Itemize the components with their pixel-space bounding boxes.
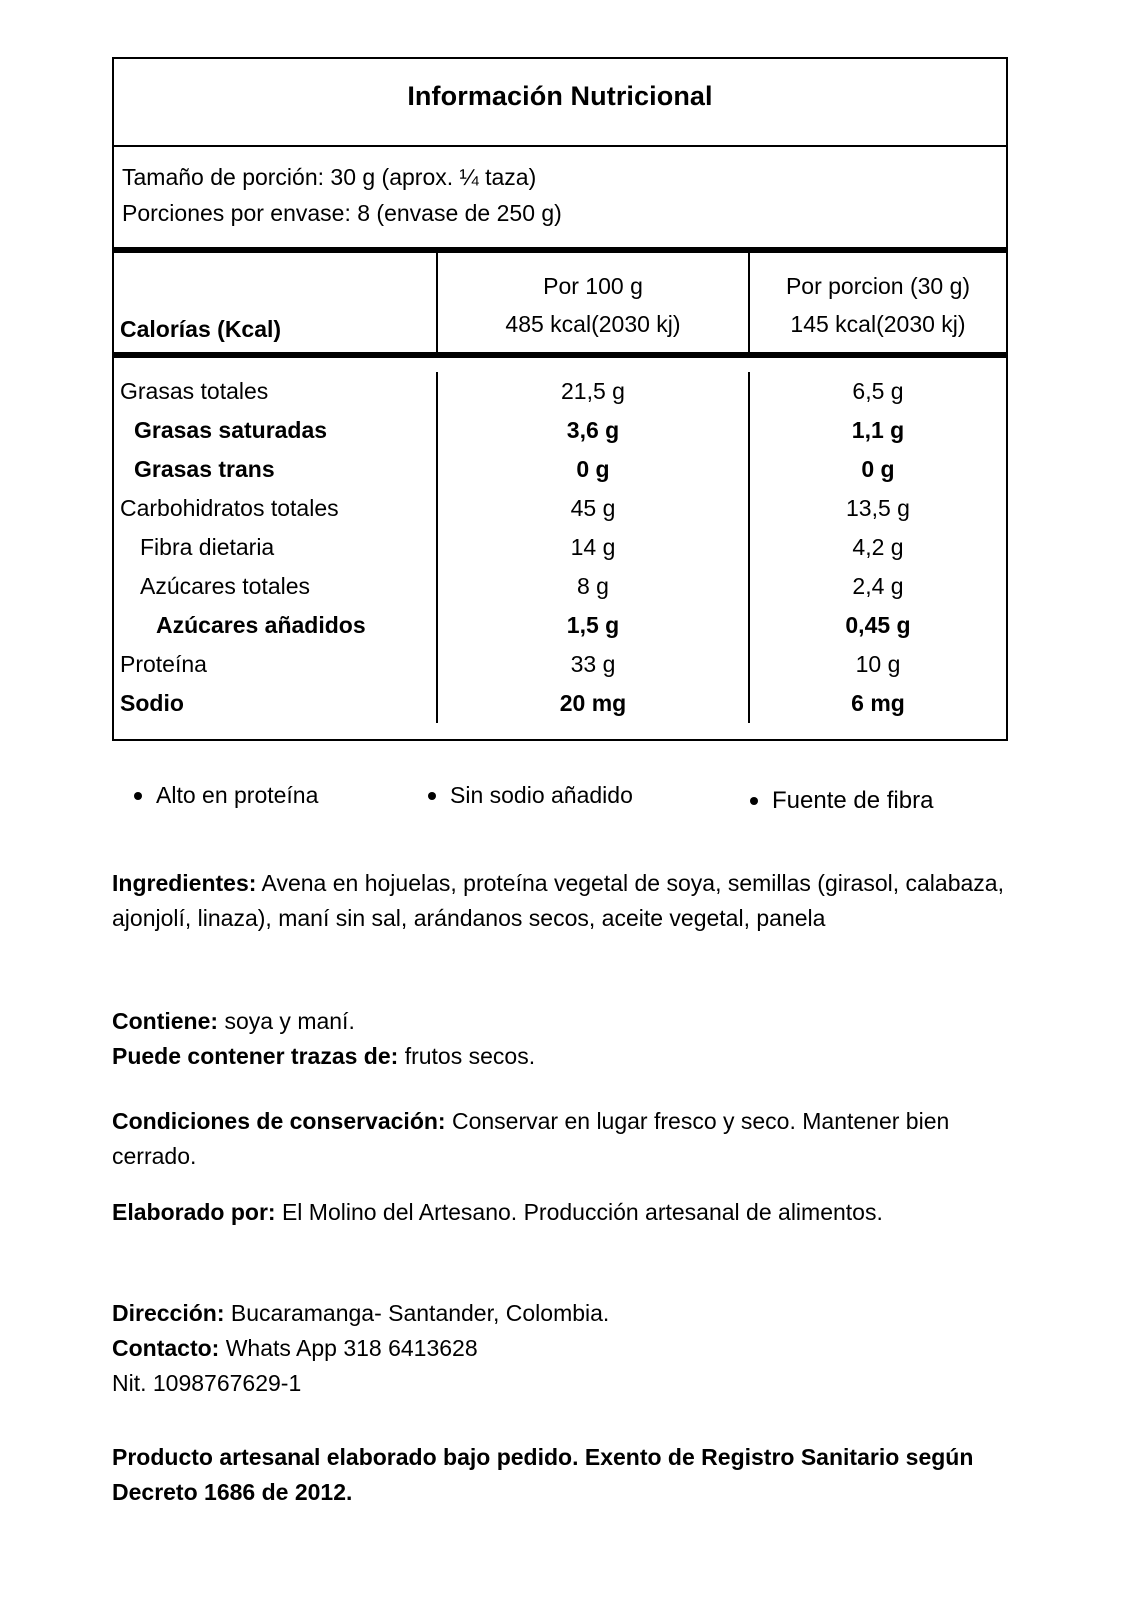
claim-item [750,787,933,815]
table-row [114,645,1006,684]
may-contain-label: Puede contener trazas de: [112,1043,399,1069]
per-100g-column-cell [438,253,750,352]
nutrient-value-per-serving: 6 mg [851,690,905,716]
manufacturer-section [112,1195,1010,1230]
allergens-section [112,1004,1010,1074]
nutrient-name: Azúcares añadidos [114,606,438,645]
may-contain-line [112,1039,1010,1074]
manufacturer-label: Elaborado por: [112,1199,276,1225]
contact-text: Whats App 318 6413628 [219,1335,478,1361]
storage-label: Condiciones de conservación: [112,1108,446,1134]
claim-label: Fuente de fibra [772,787,934,814]
nutrition-facts-table [112,57,1008,741]
claim-label: Alto en proteína [156,782,319,808]
serving-size-line: Tamaño de porción: 30 g (aprox. ¼ taza) [122,164,537,190]
ingredients-section [112,866,1010,936]
may-contain-text: frutos secos. [398,1043,536,1069]
nutrition-title-row [114,59,1006,147]
storage-section [112,1104,1010,1174]
per-serving-column-cell [750,253,1006,352]
servings-per-container-line: Porciones por envase: 8 (envase de 250 g) [122,200,562,226]
serving-information [114,147,1006,253]
claim-label: Sin sodio añadido [450,782,633,808]
nutrient-value-per-100g: 21,5 g [438,372,750,411]
contact-line [112,1331,1010,1366]
nutrient-name: Azúcares totales [114,567,438,606]
nutrient-value-per-100g: 33 g [438,645,750,684]
manufacturer-text: El Molino del Artesano. Producción artesanal de alimentos. [275,1199,883,1225]
claim-item [428,782,633,809]
address-text: Bucaramanga- Santander, Colombia. [224,1300,610,1326]
table-row [114,606,1006,645]
nutrient-value-per-serving: 1,1 g [851,417,905,443]
table-row [114,372,1006,411]
nutrient-name: Sodio [114,684,438,723]
nutrient-name: Grasas saturadas [114,411,438,450]
nutrient-value-per-serving: 0,45 g [845,612,911,638]
ingredients-label: Ingredientes: [112,870,257,896]
per-100g-calories: 485 kcal(2030 kj) [505,311,681,337]
nit-line: Nit. 1098767629-1 [112,1370,302,1396]
page-title: Información Nutricional [407,81,713,111]
nutrient-value-per-100g: 3,6 g [438,411,750,450]
bullet-icon [428,792,436,800]
nutrient-value-per-100g: 20 mg [438,684,750,723]
bullet-icon [134,792,142,800]
table-row [114,528,1006,567]
nutrient-value-per-serving: 6,5 g [852,378,904,404]
calories-label-cell [114,253,438,352]
nutrient-name: Fibra dietaria [114,528,438,567]
legal-notice: Producto artesanal elaborado bajo pedido. Exento de Registro Sanitario según Decreto 1686 de 2012. [112,1444,974,1505]
nutrient-value-per-100g: 45 g [438,489,750,528]
nutrient-name: Grasas totales [114,372,438,411]
table-row [114,411,1006,450]
nutrient-value-per-100g: 1,5 g [438,606,750,645]
nutrient-rows [114,358,1006,739]
table-row [114,567,1006,606]
nutrient-name: Proteína [114,645,438,684]
bullet-icon [750,797,758,805]
address-line [112,1296,1010,1331]
per-100g-header: Por 100 g [543,273,643,299]
contains-label: Contiene: [112,1008,219,1034]
claim-item [134,782,318,809]
nutrient-value-per-serving: 2,4 g [852,573,904,599]
ingredients-text: Avena en hojuelas, proteína vegetal de soya, semillas (girasol, calabaza, ajonjolí, linaza), maní sin sal, arándanos secos, aceite vegetal, panela [112,870,1004,931]
per-serving-calories: 145 kcal(2030 kj) [790,311,966,337]
table-row [114,684,1006,723]
table-row [114,489,1006,528]
nutrient-value-per-serving: 10 g [855,651,901,677]
contact-label: Contacto: [112,1335,220,1361]
calories-label: Calorías (Kcal) [120,316,282,342]
per-serving-header: Por porcion (30 g) [785,273,971,299]
calories-header-row [114,253,1006,358]
nutrient-value-per-serving: 0 g [861,456,895,482]
storage-text: Conservar en lugar fresco y seco. Mantener bien cerrado. [112,1108,950,1169]
nutrient-value-per-100g: 8 g [438,567,750,606]
address-label: Dirección: [112,1300,225,1326]
nutrient-value-per-100g: 14 g [438,528,750,567]
contains-text: soya y maní. [218,1008,355,1034]
table-row [114,450,1006,489]
nutrient-value-per-serving: 4,2 g [852,534,904,560]
contains-line [112,1004,1010,1039]
nutrient-value-per-serving: 13,5 g [846,495,910,521]
nutrient-name: Carbohidratos totales [114,489,438,528]
claims-list [112,776,1008,824]
contact-section [112,1296,1010,1401]
nutrient-value-per-100g: 0 g [438,450,750,489]
nutrient-name: Grasas trans [114,450,438,489]
